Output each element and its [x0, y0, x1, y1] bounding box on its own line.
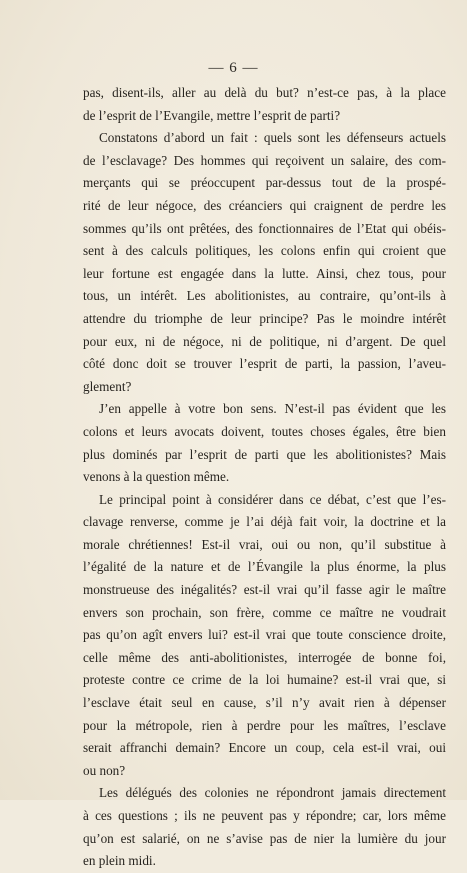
- text-line: de l’esprit de l’Evangile, mettre l’esprit de parti?: [83, 107, 341, 123]
- text-line: proteste contre ce crime de la loi humaine? est-il vrai que, si: [83, 672, 446, 688]
- text-line: tous, un intérêt. Les abolitionistes, au contraire, qu’ont-ils à: [83, 288, 446, 304]
- text-line: sommes qu’ils ont prêtées, des fonctionnaires de l’Etat qui obéis-: [83, 220, 446, 236]
- text-line: de l’esclavage? Des hommes qui reçoivent un salaire, des com-: [83, 152, 446, 168]
- text-line: côté donc doit se trouver l’esprit de parti, la passion, l’aveu-: [83, 356, 446, 372]
- text-line: Constatons d’abord un fait : quels sont les défenseurs actuels: [99, 130, 446, 146]
- text-line: pour eux, ni de négoce, ni de politique, ni d’argent. De quel: [83, 333, 446, 349]
- text-line: merçants qui se préoccupent par-dessus tout de la prospé-: [83, 175, 446, 191]
- page-number: — 6 —: [208, 60, 259, 76]
- text-line: celle même des anti-abolitionistes, interrogée de bonne foi,: [83, 649, 446, 665]
- text-line: en plein midi.: [83, 853, 156, 869]
- text-line: plus dominés par l’esprit de parti que les abolitionistes? Mais: [83, 446, 446, 462]
- text-line: qu’on est salarié, on ne s’avise pas de nier la lumière du jour: [83, 830, 446, 846]
- text-line: pas qu’on agît envers lui? est-il vrai que toute conscience droite,: [83, 627, 446, 643]
- text-line: venons à la question même.: [83, 469, 230, 485]
- text-line: pour la métropole, rien à perdre pour les maîtres, l’esclave: [83, 717, 446, 733]
- text-line: monstrueuse des inégalités? est-il vrai qu’il fasse agir le maître: [83, 582, 446, 598]
- text-line: serait affranchi demain? Encore un coup, cela est-il vrai, oui: [83, 740, 446, 756]
- text-line: clavage renverse, comme je l’ai déjà fait voir, la doctrine et la: [83, 514, 446, 530]
- text-line: l’égalité de la nature et de l’Évangile la plus énorme, la plus: [83, 559, 446, 575]
- text-line: l’esclave était seul en cause, s’il n’y avait rien à dépenser: [83, 695, 446, 711]
- text-line: glement?: [83, 378, 132, 394]
- text-line: Le principal point à considérer dans ce débat, c’est que l’es-: [99, 491, 446, 507]
- text-line: J’en appelle à votre bon sens. N’est-il pas évident que les: [99, 401, 446, 417]
- text-line: leur fortune est engagée dans la lutte. Ainsi, chez tous, pour: [83, 265, 446, 281]
- text-line: attendre du triomphe de leur principe? Pas le moindre intérêt: [83, 310, 446, 326]
- body-text: [83, 82, 446, 873]
- text-line: morale chrétiennes! Est-il vrai, oui ou non, qu’il substitue à: [83, 536, 446, 552]
- text-line: Les délégués des colonies ne répondront jamais directement: [99, 785, 446, 801]
- text-line: envers son prochain, son frère, comme ce maître ne voudrait: [83, 604, 446, 620]
- text-line: à ces questions ; ils ne peuvent pas y répondre; car, lors même: [83, 808, 446, 823]
- text-line: pas, disent-ils, aller au delà du but? n’est-ce pas, à la place: [83, 85, 446, 100]
- text-line: ou non?: [83, 762, 126, 778]
- text-line: rité de leur négoce, des créanciers qui craignent de perdre les: [83, 197, 446, 213]
- text-line: colons et leurs avocats doivent, toutes choses égales, être bien: [83, 423, 446, 439]
- text-line: sent à des calculs politiques, les colons enfin qui croient que: [83, 243, 446, 259]
